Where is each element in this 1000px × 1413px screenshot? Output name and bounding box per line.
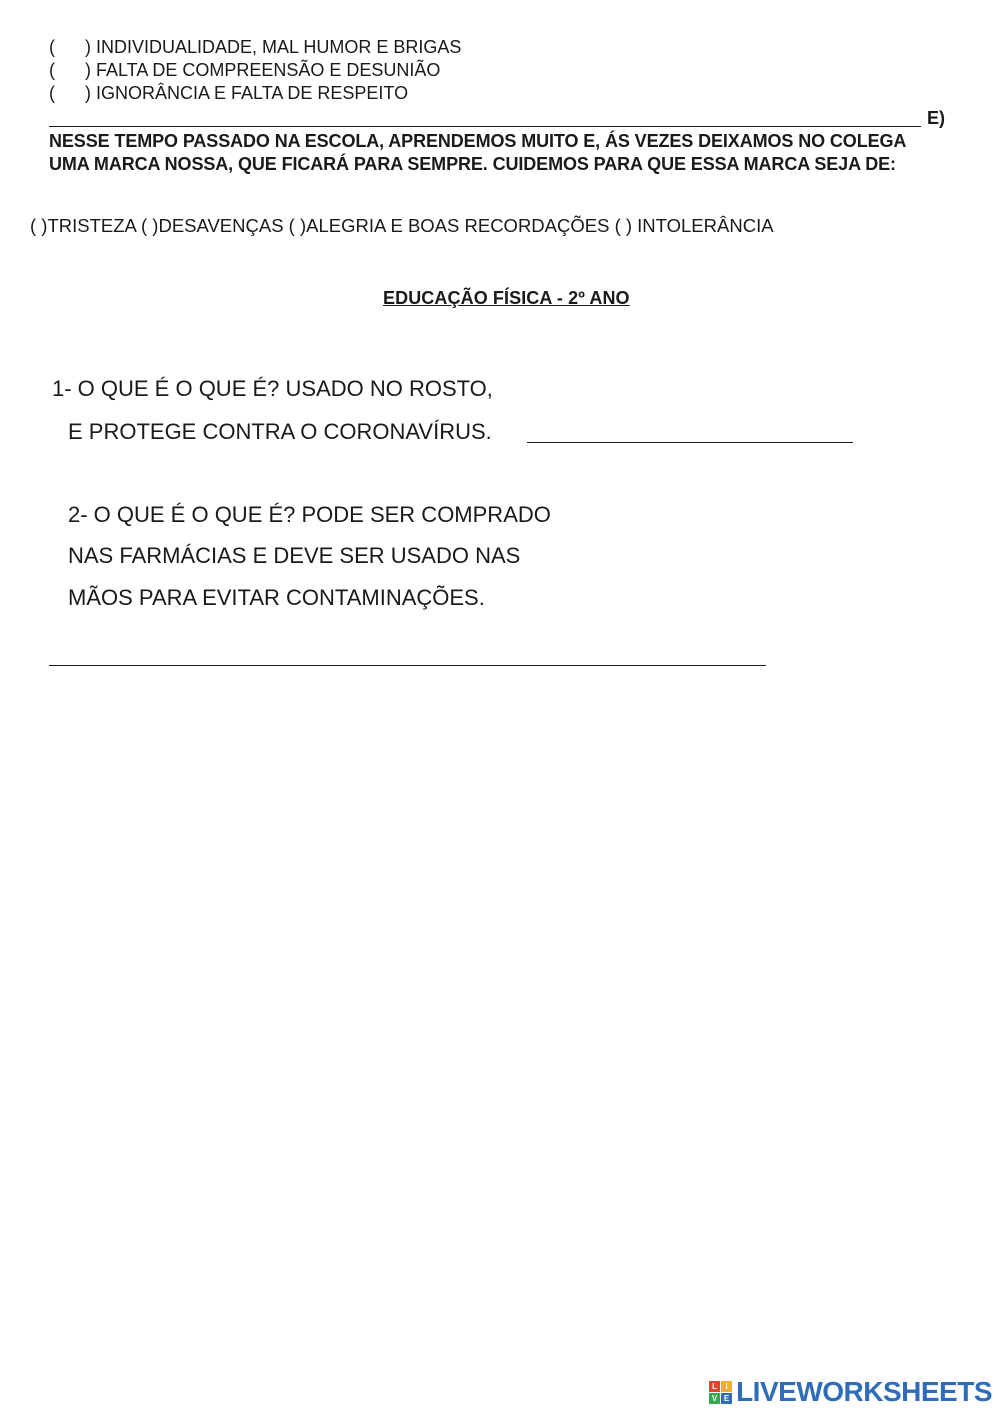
- option-paren[interactable]: (: [49, 60, 55, 80]
- option-text: ) IGNORÂNCIA E FALTA DE RESPEITO: [85, 83, 409, 103]
- item-e-label: E): [927, 108, 945, 128]
- option-item: [49, 59, 440, 81]
- liveworksheets-logo: [709, 1377, 992, 1407]
- question-2-line-2: NAS FARMÁCIAS E DEVE SER USADO NAS: [68, 543, 521, 568]
- badge-letter: I: [721, 1381, 732, 1392]
- question-2-answer-line[interactable]: [49, 665, 766, 666]
- logo-text: LIVEWORKSHEETS: [736, 1376, 992, 1407]
- option-paren[interactable]: (: [49, 37, 55, 57]
- option-text: ) INDIVIDUALIDADE, MAL HUMOR E BRIGAS: [85, 37, 462, 57]
- section-title: EDUCAÇÃO FÍSICA - 2º ANO: [383, 288, 630, 308]
- item-e-options[interactable]: ( )TRISTEZA ( )DESAVENÇAS ( )ALEGRIA E BOAS RECORDAÇÕES ( ) INTOLERÂNCIA: [30, 215, 774, 236]
- option-item: [49, 36, 461, 58]
- answer-line[interactable]: [49, 126, 921, 127]
- item-e-statement: NESSE TEMPO PASSADO NA ESCOLA, APRENDEMOS MUITO E, ÁS VEZES DEIXAMOS NO COLEGA UMA MARCA NOSSA, QUE FICARÁ PARA SEMPRE. CUIDEMOS PARA QUE ESSA MARCA SEJA DE:: [49, 131, 906, 174]
- badge-letter: V: [709, 1393, 720, 1404]
- logo-badge-icon: [709, 1381, 732, 1404]
- question-1-line-1: 1- O QUE É O QUE É? USADO NO ROSTO,: [52, 376, 493, 401]
- option-paren[interactable]: (: [49, 83, 55, 103]
- question-2-line-3: MÃOS PARA EVITAR CONTAMINAÇÕES.: [68, 585, 485, 610]
- question-1-line-2: E PROTEGE CONTRA O CORONAVÍRUS.: [68, 419, 492, 444]
- badge-letter: E: [721, 1393, 732, 1404]
- question-2-line-1: 2- O QUE É O QUE É? PODE SER COMPRADO: [68, 502, 551, 527]
- badge-letter: L: [709, 1381, 720, 1392]
- option-text: ) FALTA DE COMPREENSÃO E DESUNIÃO: [85, 60, 441, 80]
- question-1-answer-line[interactable]: [527, 442, 853, 443]
- option-item: [49, 82, 408, 104]
